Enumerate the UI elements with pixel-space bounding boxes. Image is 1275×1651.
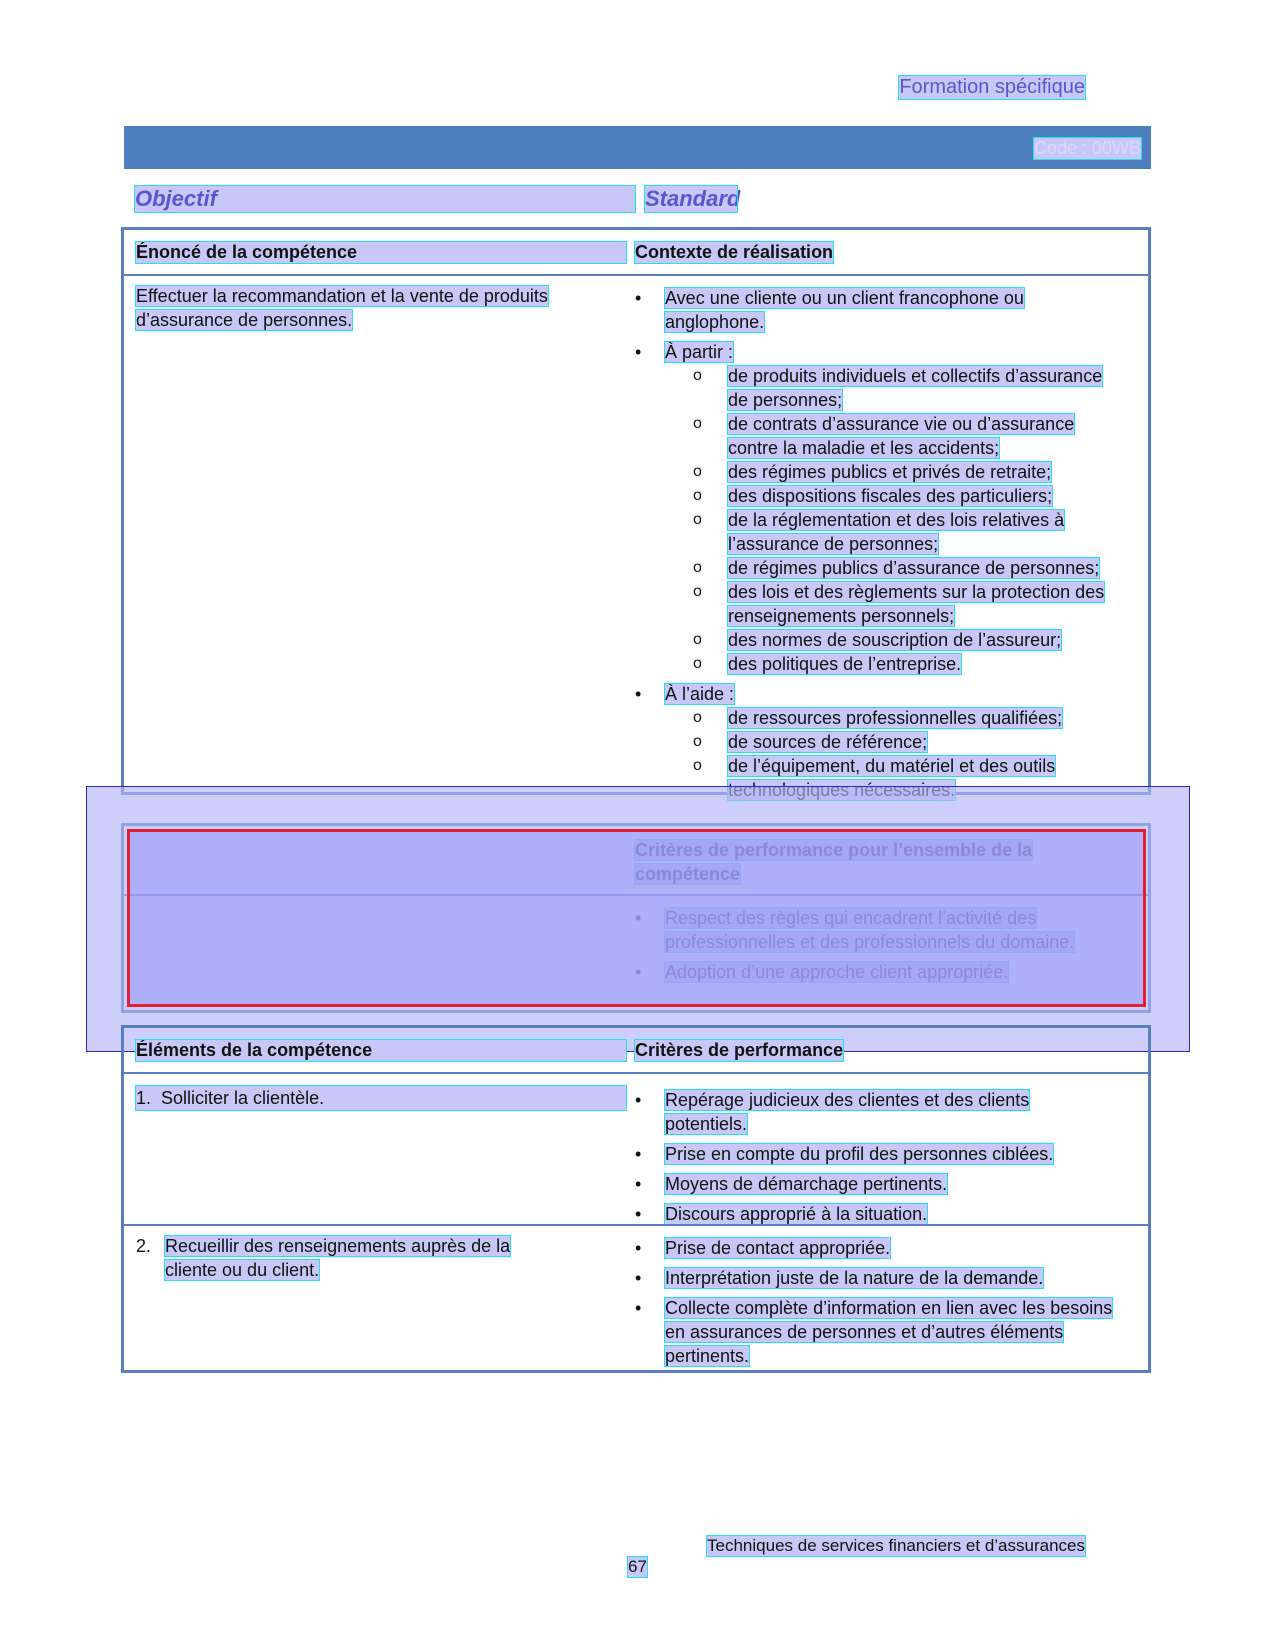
elements-header: Éléments de la compétence [136,1040,626,1061]
criteria-header: Critères de performance [635,1040,844,1060]
context-list [635,286,1115,808]
context-subitem [665,652,1115,676]
context-subitem [665,580,1115,628]
criteria-item [635,1142,1115,1166]
element-row-2 [136,1234,556,1282]
criteria-item [635,1296,1115,1368]
criteria-item [635,1202,1115,1226]
element-text: Solliciter la clientèle. [161,1088,325,1108]
footer-title: Techniques de services financiers et d’assurances [707,1536,1085,1555]
context-item [635,286,1115,334]
context-subitem-text: de la réglementation et des lois relatives à l’assurance de personnes; [728,510,1065,554]
criteria-item [635,1266,1115,1290]
context-subitem [665,508,1115,556]
highlight-box [127,829,1146,1007]
context-subitem-text: des normes de souscription de l’assureur; [728,630,1062,650]
competency-code: Code : 00WB [1033,138,1141,158]
page-number: 67 [628,1557,647,1576]
element-text: Recueillir des renseignements auprès de la cliente ou du client. [165,1236,511,1280]
elements-table [121,1025,1151,1373]
context-item [635,340,1115,676]
competence-statement-text: Effectuer la recommandation et la vente de produits d’assurance de personnes. [136,286,548,330]
criteria-item [635,1172,1115,1196]
criteria-item-text: Repérage judicieux des clientes et des clients potentiels. [665,1090,1030,1134]
context-item [635,682,1115,802]
criteria-item-text: Prise en compte du profil des personnes ciblées. [665,1144,1054,1164]
table-divider [124,1072,1148,1074]
element-row-2-body [136,1234,556,1282]
context-subitem [665,412,1115,460]
criteria-item-text: Discours approprié à la situation. [665,1204,928,1224]
context-subitem-text: de produits individuels et collectifs d’assurance de personnes; [728,366,1103,410]
element-row-1 [136,1086,626,1110]
objective-label: Objectif [135,186,635,212]
criteria-item-text: Prise de contact appropriée. [665,1238,891,1258]
context-subitem-text: des dispositions fiscales des particuliers; [728,486,1053,506]
competence-statement [136,284,626,332]
criteria-list-2 [635,1236,1115,1374]
context-subitem-text: de contrats d’assurance vie ou d’assurance contre la maladie et les accidents; [728,414,1075,458]
context-subitem-text: de l’équipement, du matériel et des outils [728,756,1055,800]
element-number: 2. [136,1236,152,1256]
criteria-list-1 [635,1088,1115,1232]
context-subitem [665,556,1115,580]
context-subitem-text: de sources de référence; [728,732,928,752]
context-subitem-text: des lois et des règlements sur la protection des renseignements personnels; [728,582,1105,626]
context-subitem [665,364,1115,412]
criteria-item [635,1236,1115,1260]
context-item-text: Avec une cliente ou un client francophone ou anglophone. [665,288,1024,332]
context-subitem [665,706,1115,730]
criteria-item-text: Interprétation juste de la nature de la demande. [665,1268,1044,1288]
criteria-item-text: Collecte complète d’information en lien avec les besoins en assurances de personnes et d’autres éléments pertinents. [665,1298,1113,1366]
context-subitem [665,730,1115,754]
context-item-text: À partir : [665,342,734,362]
program-header: Formation spécifique [899,76,1085,98]
context-subitem [665,460,1115,484]
context-subitem-text: des politiques de l’entreprise. [728,654,962,674]
context-item-text: À l’aide : [665,684,735,704]
criteria-item [635,1088,1115,1136]
element-number: 1. [136,1088,152,1108]
competence-table [121,227,1151,795]
context-subitem [665,484,1115,508]
competence-header: Énoncé de la compétence [136,242,626,263]
row-divider [124,1224,1148,1226]
context-subitem-text: de régimes publics d’assurance de personnes; [728,558,1100,578]
context-subitem-text: de ressources professionnelles qualifiées; [728,708,1063,728]
code-bar [124,126,1151,169]
criteria-item-text: Moyens de démarchage pertinents. [665,1174,948,1194]
table-divider [124,274,1148,276]
context-subitem [665,628,1115,652]
context-header: Contexte de réalisation [635,242,834,262]
context-subitem-text: des régimes publics et privés de retraite; [728,462,1052,482]
standard-label: Standard [645,186,741,211]
